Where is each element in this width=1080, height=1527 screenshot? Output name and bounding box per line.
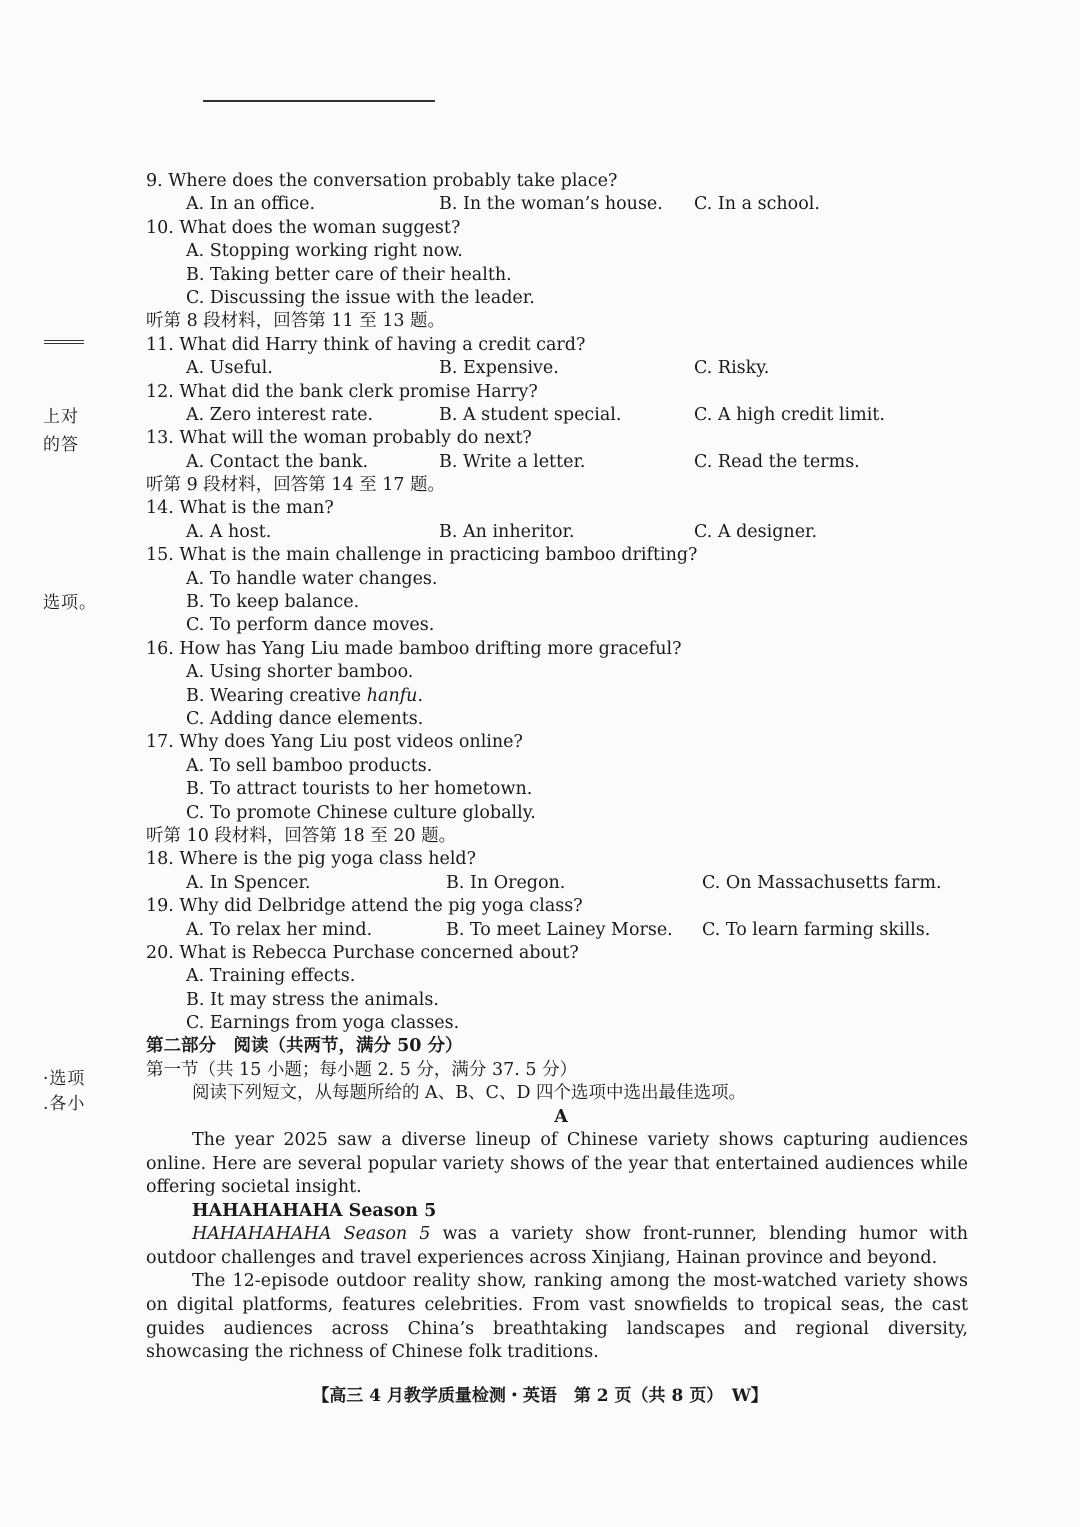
question-13-options (146, 451, 976, 474)
question-14: 14. What is the man? (146, 498, 334, 519)
option-b: B. A student special. (439, 404, 622, 425)
passage-paragraph-1: The year 2025 saw a diverse lineup of Chinese variety shows capturing audiences online. Here are several popular variety shows of the year that entertained audiences while offering societal insight. (146, 1130, 968, 1198)
option-b: B. It may stress the animals. (186, 989, 439, 1010)
option-a: A. In Spencer. (186, 872, 311, 893)
option-c: C. A designer. (694, 521, 818, 542)
option-c: C. To promote Chinese culture globally. (186, 802, 536, 823)
margin-text-2: 的答 (43, 435, 79, 455)
option-a: A. A host. (186, 521, 272, 542)
option-a: A. Zero interest rate. (186, 404, 374, 425)
option-c: C. Earnings from yoga classes. (186, 1013, 460, 1034)
margin-text-5: .各小 (43, 1094, 86, 1114)
part-2-section-1: 第一节（共 15 小题；每小题 2. 5 分，满分 37. 5 分） (146, 1059, 578, 1080)
option-a: A. Contact the bank. (186, 451, 369, 472)
question-18-options (146, 872, 976, 895)
option-a: A. Stopping working right now. (186, 241, 463, 262)
option-c: C. A high credit limit. (694, 404, 885, 425)
option-a: A. To sell bamboo products. (186, 755, 433, 776)
paragraph-2-text: was a variety show front-runner, blending humor with outdoor challenges and travel experiences across Xinjiang, Hainan province and beyond. (146, 1224, 968, 1268)
option-c: C. To learn farming skills. (702, 919, 931, 940)
passage-paragraph-3: The 12-episode outdoor reality show, ranking among the most-watched variety shows on digital platforms, features celebrities. From vast snowfields to tropical seas, the cast guides audiences across China’s breathtaking landscapes and regional diversity, showcasing the richness of Chinese folk traditions. (146, 1271, 968, 1363)
italic-term: hanfu (366, 685, 418, 706)
question-12: 12. What did the bank clerk promise Harry? (146, 381, 538, 402)
option-b: B. To keep balance. (186, 592, 360, 613)
option-a: A. Training effects. (186, 966, 356, 987)
option-b: B. Taking better care of their health. (186, 264, 512, 285)
part-2-title: 第二部分 阅读（共两节，满分 50 分） (146, 1036, 463, 1057)
option-c: C. Read the terms. (694, 451, 860, 472)
option-b: B. To meet Lainey Morse. (446, 919, 673, 940)
show-title: HAHAHAHAHA Season 5 (192, 1224, 431, 1245)
option-b: B. Write a letter. (439, 451, 586, 472)
margin-dash (44, 340, 84, 344)
question-11-options (146, 357, 976, 380)
part-2-instructions: 阅读下列短文，从每题所给的 A、B、C、D 四个选项中选出最佳选项。 (192, 1083, 747, 1104)
passage-label: A (554, 1106, 568, 1127)
passage-heading: HAHAHAHAHA Season 5 (192, 1200, 437, 1221)
option-c: C. Adding dance elements. (186, 708, 424, 729)
question-11: 11. What did Harry think of having a credit card? (146, 334, 586, 355)
question-10: 10. What does the woman suggest? (146, 217, 461, 238)
question-19: 19. Why did Delbridge attend the pig yoga class? (146, 896, 583, 917)
option-b (146, 685, 976, 708)
option-c: C. Discussing the issue with the leader. (186, 287, 535, 308)
option-c: C. To perform dance moves. (186, 615, 435, 636)
question-17: 17. Why does Yang Liu post videos online? (146, 732, 523, 753)
margin-text-1: 上对 (43, 407, 79, 427)
option-b: B. In Oregon. (446, 872, 566, 893)
option-b-text: B. Wearing creative hanfu. (186, 685, 424, 706)
question-15: 15. What is the main challenge in practicing bamboo drifting? (146, 545, 698, 566)
passage-paragraph-2 (146, 1223, 968, 1270)
page-footer: 【高三 4 月教学质量检测・英语 第 2 页（共 8 页） W】 (312, 1386, 768, 1406)
option-a: A. Useful. (186, 358, 273, 379)
question-9: 9. Where does the conversation probably take place? (146, 171, 618, 191)
option-c: C. In a school. (694, 194, 820, 215)
option-a: A. To handle water changes. (186, 568, 438, 589)
option-c: C. Risky. (694, 358, 770, 379)
question-12-options (146, 404, 976, 427)
question-14-options (146, 521, 976, 544)
section-9-header: 听第 9 段材料，回答第 14 至 17 题。 (146, 475, 446, 496)
option-b: B. To attract tourists to her hometown. (186, 779, 533, 800)
option-b: B. Expensive. (439, 358, 559, 379)
margin-text-3: 选项。 (43, 593, 97, 613)
option-a: A. To relax her mind. (186, 919, 373, 940)
option-a: A. Using shorter bamboo. (186, 662, 414, 683)
question-20: 20. What is Rebecca Purchase concerned about? (146, 942, 579, 963)
question-19-options (146, 919, 976, 942)
section-8-header: 听第 8 段材料，回答第 11 至 13 题。 (146, 311, 446, 332)
question-13: 13. What will the woman probably do next? (146, 428, 532, 449)
top-rule (203, 100, 435, 102)
option-b: B. An inheritor. (439, 521, 575, 542)
option-a: A. In an office. (186, 194, 316, 215)
question-18: 18. Where is the pig yoga class held? (146, 849, 477, 870)
option-b: B. In the woman’s house. (439, 194, 663, 215)
question-9-options (146, 193, 976, 216)
exam-content (146, 170, 976, 1365)
section-10-header: 听第 10 段材料，回答第 18 至 20 题。 (146, 825, 457, 846)
option-c: C. On Massachusetts farm. (702, 872, 942, 893)
question-16: 16. How has Yang Liu made bamboo drifting more graceful? (146, 638, 682, 659)
margin-text-4: ·选项 (43, 1069, 86, 1089)
